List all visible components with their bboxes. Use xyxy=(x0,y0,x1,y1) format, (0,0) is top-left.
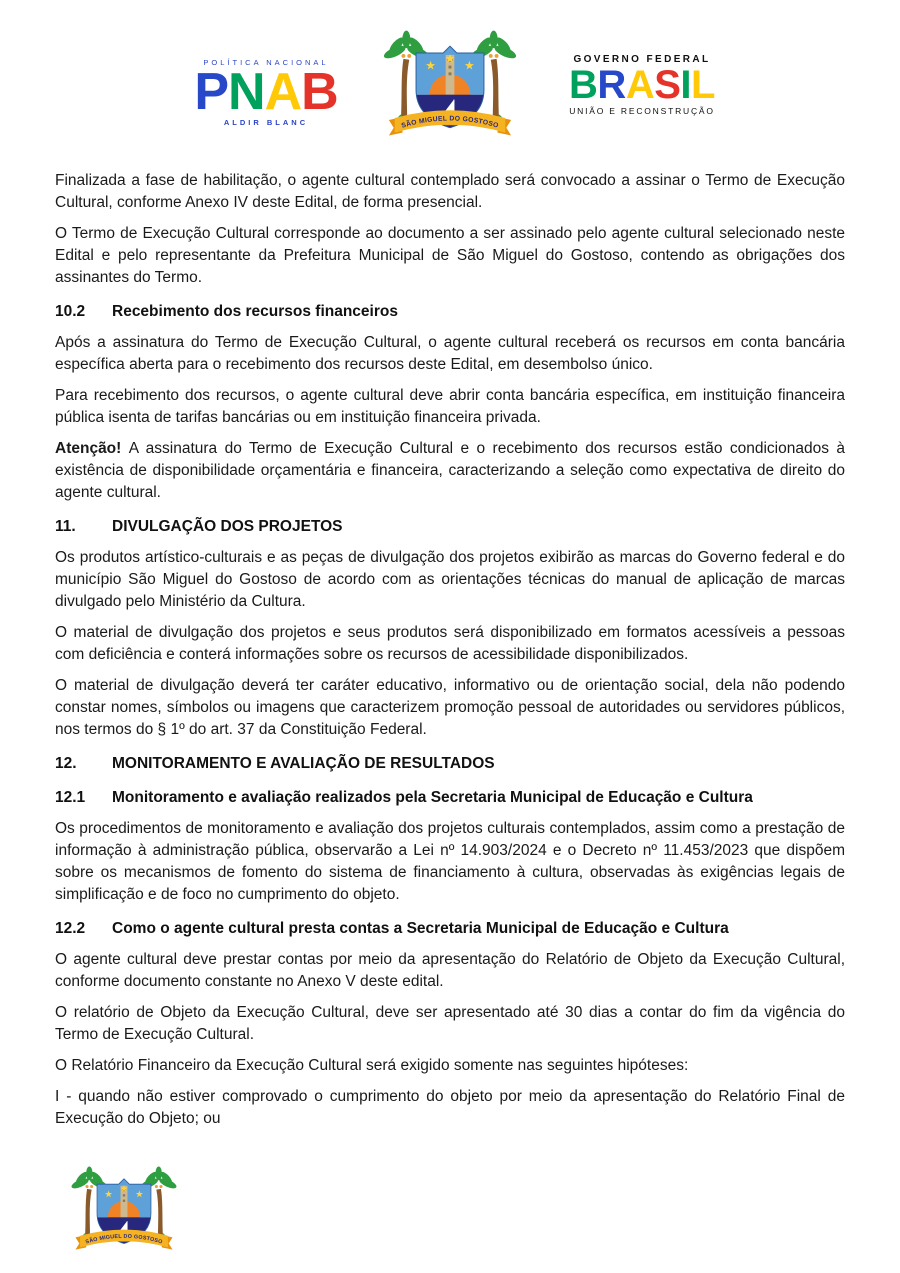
paragraph: O material de divulgação dos projetos e seus produtos será disponibilizado em formatos acessíveis a pessoas com deficiência e conterá informações sobre os recursos de acessibilidade disponibilizados. xyxy=(55,624,845,663)
paragraph: Os procedimentos de monitoramento e avaliação dos projetos culturais contemplados, assim como a prestação de informação à administração pública, observarão a Lei nº 14.903/2024 e o Decreto nº 11.453/2023 que dispõem sobre os mecanismos de fomento do sistema de financiamento à cultura, observadas às exigências legais de simplificação e de foco no cumprimento do objeto. xyxy=(55,820,845,903)
paragraph: Finalizada a fase de habilitação, o agente cultural contemplado será convocado a assinar o Termo de Execução Cultural, conforme Anexo IV deste Edital, de forma presencial. xyxy=(55,172,845,211)
paragraph: Os produtos artístico-culturais e as peças de divulgação dos projetos exibirão as marcas do Governo federal e do município São Miguel do Gostoso de acordo com as orientações técnicas do manual de aplicação de marcas divulgado pelo Ministério da Cultura. xyxy=(55,549,845,610)
wordmark-letter: A xyxy=(264,63,302,121)
pnab-top-label: POLÍTICA NACIONAL xyxy=(203,58,329,67)
pnab-logo xyxy=(186,58,346,127)
section-number: 12. xyxy=(55,755,77,772)
pnab-bottom-label: ALDIR BLANC xyxy=(223,117,309,127)
section-title: Como o agente cultural presta contas a Secretaria Municipal de Educação e Cultura xyxy=(112,920,729,937)
paragraph: O material de divulgação deverá ter caráter educativo, informativo ou de orientação social, dela não podendo constar nomes, símbolos ou imagens que caracterizem promoção pessoal de autoridades ou servidores públicos, nos termos do § 1º do art. 37 da Constituição Federal. xyxy=(55,677,845,738)
section-title: Recebimento dos recursos financeiros xyxy=(112,303,398,320)
paragraph: Após a assinatura do Termo de Execução Cultural, o agente cultural receberá os recursos em conta bancária específica aberta para o recebimento dos recursos deste Edital, em desembolso único. xyxy=(55,334,845,373)
pnab-wordmark xyxy=(186,63,346,121)
paragraph: O Relatório Financeiro da Execução Cultural será exigido somente nas seguintes hipóteses: xyxy=(55,1057,689,1074)
governo-federal-brasil-logo xyxy=(556,54,728,116)
section-heading xyxy=(55,516,845,538)
wordmark-letter: L xyxy=(691,63,715,107)
section-heading xyxy=(55,918,845,940)
paragraph: I - quando não estiver comprovado o cumprimento do objeto por meio da apresentação do Relatório Final de Execução do Objeto; ou xyxy=(55,1088,845,1127)
document-body xyxy=(55,170,845,1130)
paragraph: O Termo de Execução Cultural corresponde ao documento a ser assinado pelo agente cultural selecionado neste Edital e pelo representante da Prefeitura Municipal de São Miguel do Gostoso, contendo as obrigações dos assinantes do Termo. xyxy=(55,225,845,286)
wordmark-letter: P xyxy=(194,63,228,121)
brasil-wordmark xyxy=(556,63,728,107)
section-number: 12.2 xyxy=(55,920,86,937)
uniao-reconstrucao-label: UNIÃO E RECONSTRUÇÃO xyxy=(569,106,715,116)
wordmark-letter: B xyxy=(301,63,338,121)
paragraph: O relatório de Objeto da Execução Cultural, deve ser apresentado até 30 dias a contar do fim da vigência do Termo de Execução Cultural. xyxy=(55,1004,845,1043)
sao-miguel-crest-icon xyxy=(377,20,523,151)
wordmark-letter: B xyxy=(569,63,598,107)
paragraph: Atenção! A assinatura do Termo de Execução Cultural e o recebimento dos recursos estão condicionados à existência de disponibilidade orçamentária e financeira, caracterizando a seleção como expectativa de direito do agente cultural. xyxy=(55,440,845,501)
governo-federal-label: GOVERNO FEDERAL xyxy=(573,54,711,65)
section-heading xyxy=(55,787,845,809)
section-number: 10.2 xyxy=(55,303,86,320)
wordmark-letter: I xyxy=(680,63,692,107)
footer-crest-icon xyxy=(66,1158,182,1262)
section-number: 12.1 xyxy=(55,789,86,806)
section-title: MONITORAMENTO E AVALIAÇÃO DE RESULTADOS xyxy=(112,755,495,772)
section-heading xyxy=(55,301,845,323)
header-logos xyxy=(0,0,900,155)
wordmark-letter: S xyxy=(654,63,681,107)
bold-prefix: Atenção! xyxy=(55,440,129,457)
section-heading xyxy=(55,753,845,775)
wordmark-letter: R xyxy=(597,63,626,107)
section-title: DIVULGAÇÃO DOS PROJETOS xyxy=(112,518,343,535)
section-number: 11. xyxy=(55,518,76,535)
wordmark-letter: A xyxy=(625,63,655,107)
wordmark-letter: N xyxy=(228,63,265,121)
paragraph: Para recebimento dos recursos, o agente cultural deve abrir conta bancária específica, em instituição financeira pública isenta de tarifas bancárias ou em instituição financeira privada. xyxy=(55,387,845,426)
section-title: Monitoramento e avaliação realizados pela Secretaria Municipal de Educação e Cultura xyxy=(112,789,753,806)
paragraph: O agente cultural deve prestar contas por meio da apresentação do Relatório de Objeto da Execução Cultural, conforme documento constante no Anexo V deste edital. xyxy=(55,951,845,990)
